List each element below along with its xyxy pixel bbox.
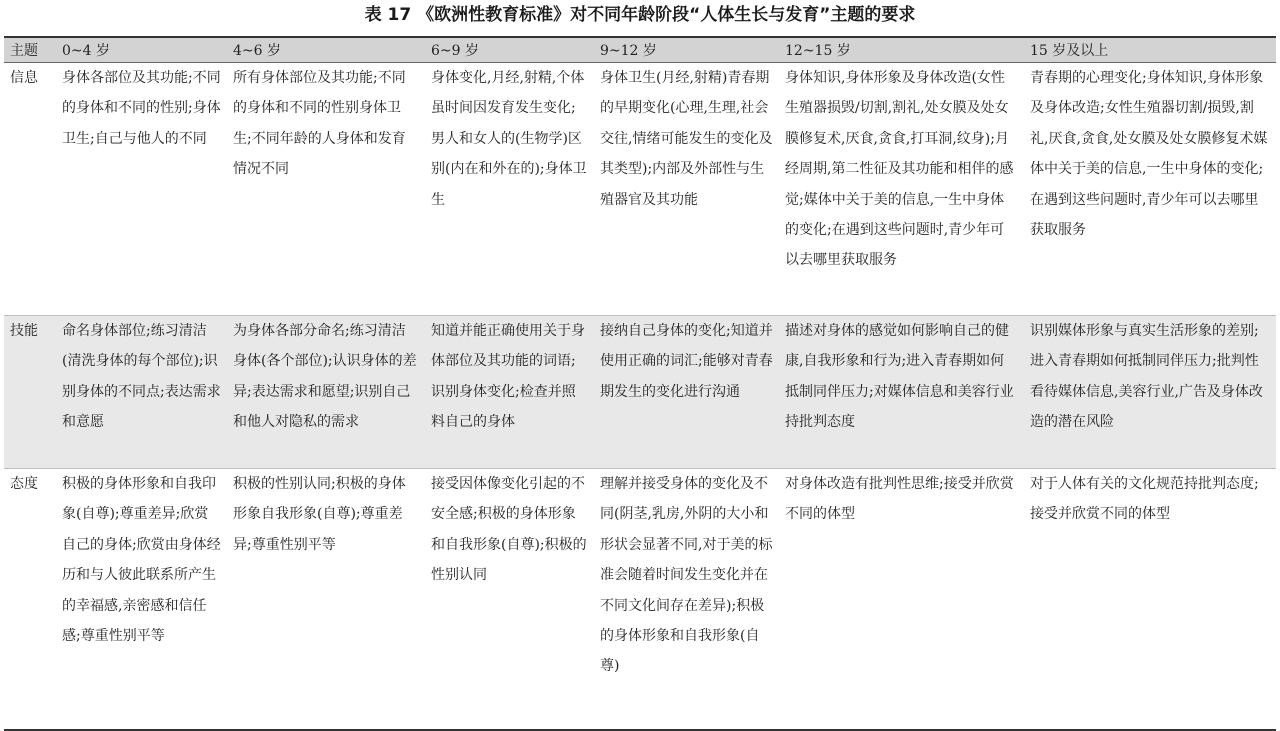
standards-table xyxy=(4,36,1276,731)
header-age-0-4: 0~4 岁 xyxy=(56,37,227,63)
table-cell: 身体变化,月经,射精,个体虽时间因发育发生变化;男人和女人的(生物学)区别(内在和外在的);身体卫生 xyxy=(425,63,594,316)
table-cell: 理解并接受身体的变化及不同(阴茎,乳房,外阴的大小和形状会显著不同,对于美的标准会随着时间发生变化并在不同文化间存在差异);积极的身体形象和自我形象(自尊) xyxy=(594,469,779,731)
table-cell: 命名身体部位;练习清洁(清洗身体的每个部位);识别身体的不同点;表达需求和意愿 xyxy=(56,316,227,469)
table-cell: 身体各部位及其功能;不同的身体和不同的性别;身体卫生;自己与他人的不同 xyxy=(56,63,227,316)
table-cell: 青春期的心理变化;身体知识,身体形象及身体改造;女性生殖器切割/损毁,割礼,厌食,贪食,处女膜及处女膜修复术媒体中关于美的信息,一生中身体的变化;在遇到这些问题时,青少年可以去哪里获取服务 xyxy=(1024,63,1276,316)
header-age-15-plus: 15 岁及以上 xyxy=(1024,37,1276,63)
header-age-9-12: 9~12 岁 xyxy=(594,37,779,63)
table-cell: 接受因体像变化引起的不安全感;积极的身体形象和自我形象(自尊);积极的性别认同 xyxy=(425,469,594,731)
table-cell: 对于人体有关的文化规范持批判态度;接受并欣赏不同的体型 xyxy=(1024,469,1276,731)
header-age-4-6: 4~6 岁 xyxy=(227,37,425,63)
table-cell: 对身体改造有批判性思维;接受并欣赏不同的体型 xyxy=(779,469,1024,731)
row-topic-attitudes: 态度 xyxy=(4,469,56,731)
row-topic-information: 信息 xyxy=(4,63,56,316)
table-cell: 为身体各部分命名;练习清洁身体(各个部位);认识身体的差异;表达需求和愿望;识别自己和他人对隐私的需求 xyxy=(227,316,425,469)
header-age-12-15: 12~15 岁 xyxy=(779,37,1024,63)
table-cell: 积极的性别认同;积极的身体形象自我形象(自尊);尊重差异;尊重性别平等 xyxy=(227,469,425,731)
header-row xyxy=(4,37,1276,63)
row-topic-skills: 技能 xyxy=(4,316,56,469)
header-topic: 主题 xyxy=(4,37,56,63)
table-cell: 所有身体部位及其功能;不同的身体和不同的性别身体卫生;不同年龄的人身体和发育情况不同 xyxy=(227,63,425,316)
table-cell: 识别媒体形象与真实生活形象的差别;进入青春期如何抵制同伴压力;批判性看待媒体信息,美容行业,广告及身体改造的潜在风险 xyxy=(1024,316,1276,469)
table-cell: 积极的身体形象和自我印象(自尊);尊重差异;欣赏自己的身体;欣赏由身体经历和与人彼此联系所产生的幸福感,亲密感和信任感;尊重性别平等 xyxy=(56,469,227,731)
table-row-skills xyxy=(4,316,1276,469)
table-cell: 身体知识,身体形象及身体改造(女性生殖器损毁/切割,割礼,处女膜及处女膜修复术,厌食,贪食,打耳洞,纹身);月经周期,第二性征及其功能和相伴的感觉;媒体中关于美的信息,一生中身体的变化;在遇到这些问题时,青少年可以去哪里获取服务 xyxy=(779,63,1024,316)
table-cell: 身体卫生(月经,射精)青春期的早期变化(心理,生理,社会交往,情绪可能发生的变化及其类型);内部及外部性与生殖器官及其功能 xyxy=(594,63,779,316)
table-row-information xyxy=(4,63,1276,316)
header-age-6-9: 6~9 岁 xyxy=(425,37,594,63)
table-row-attitudes xyxy=(4,469,1276,731)
table-cell: 知道并能正确使用关于身体部位及其功能的词语;识别身体变化;检查并照料自己的身体 xyxy=(425,316,594,469)
table-cell: 描述对身体的感觉如何影响自己的健康,自我形象和行为;进入青春期如何抵制同伴压力;对媒体信息和美容行业持批判态度 xyxy=(779,316,1024,469)
table-caption: 表 17 《欧洲性教育标准》对不同年龄阶段“人体生长与发育”主题的要求 xyxy=(364,5,916,25)
table-cell: 接纳自己身体的变化;知道并使用正确的词汇;能够对青春期发生的变化进行沟通 xyxy=(594,316,779,469)
